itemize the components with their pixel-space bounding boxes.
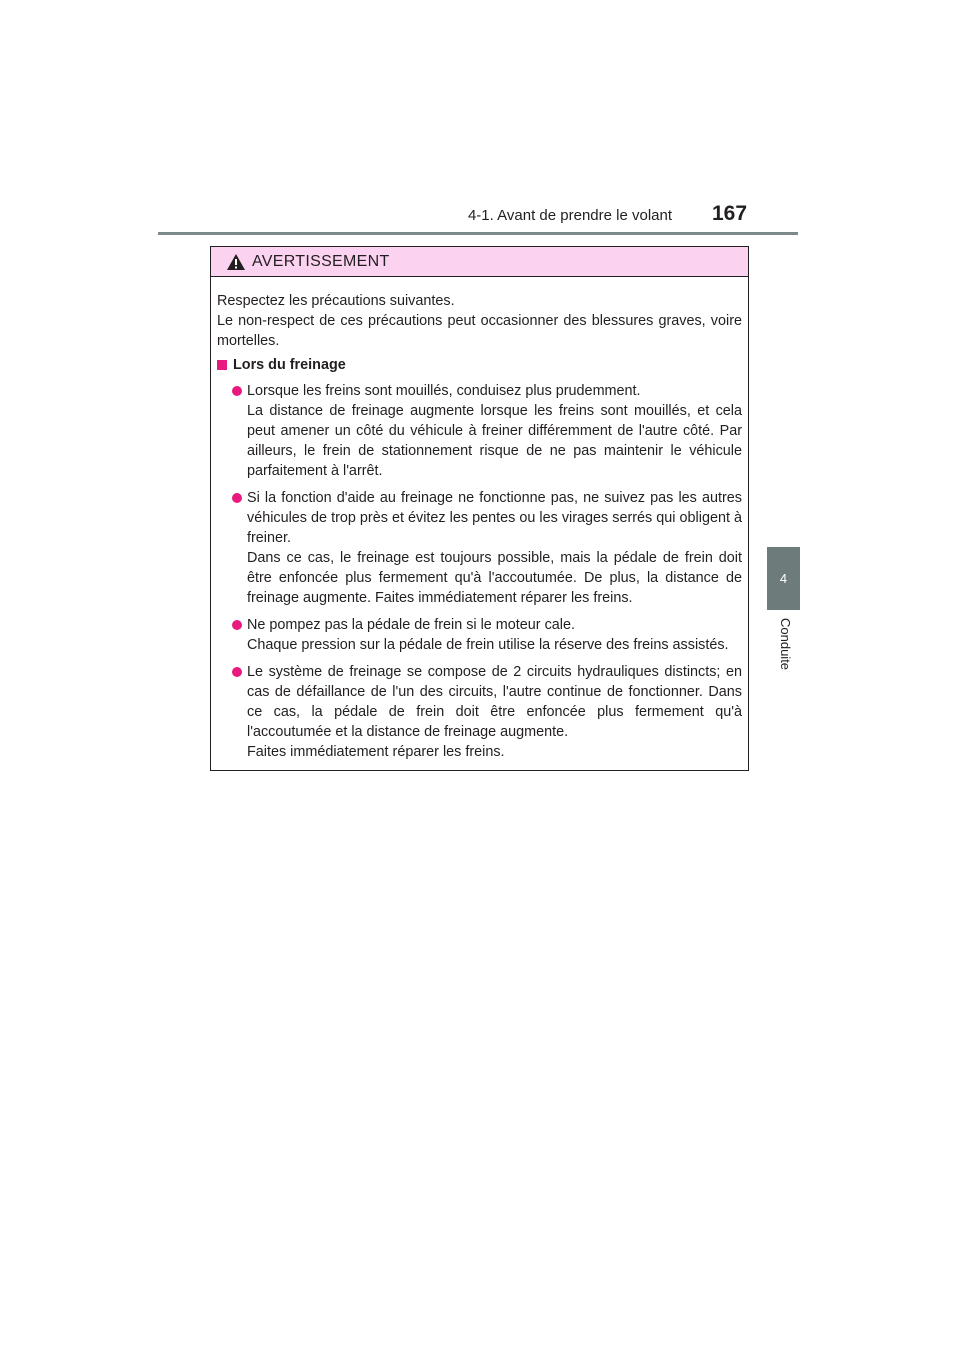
page-number: 167 — [712, 202, 748, 225]
round-bullet-icon — [232, 667, 242, 677]
chapter-number: 4 — [779, 571, 788, 586]
list-item — [217, 381, 742, 481]
list-item — [217, 488, 742, 608]
square-bullet-icon — [217, 360, 227, 370]
round-bullet-icon — [232, 493, 242, 503]
list-item-text: Lorsque les freins sont mouillés, conduisez plus prudemment. La distance de freinage augmente lorsque les freins sont mouillés, et cela peut amener un côté du véhicule à freiner différemment de l'autre côté. Par ailleurs, le frein de stationnement risque de ne pas maintenir le véhicule parfaitement à l'arrêt. — [247, 383, 742, 479]
list-item-text: Ne pompez pas la pédale de frein si le moteur cale. Chaque pression sur la pédale de frein utilise la réserve des freins assistés. — [247, 617, 729, 653]
list-item-text: Le système de freinage se compose de 2 circuits hydrauliques distincts; en cas de défaillance de l'un des circuits, l'autre continue de fonctionner. Dans ce cas, la pédale de frein doit être enfoncée plus fermement qu'à l'accoutumée et la distance de freinage augmente. Faites immédiatement réparer les freins. — [247, 664, 742, 760]
chapter-label: Conduite — [778, 618, 793, 671]
list-item — [217, 662, 742, 762]
warning-title: AVERTISSEMENT — [252, 252, 390, 270]
chapter-tab — [767, 547, 800, 610]
warning-box — [210, 246, 749, 771]
list-item-text: Si la fonction d'aide au freinage ne fonctionne pas, ne suivez pas les autres véhicules de trop près et évitez les pentes ou les virages serrés qui obligent à freiner. Dans ce cas, le freinage est toujours possible, mais la pédale de frein doit être enfoncée plus fermement qu'à l'accoutumée. De plus, la distance de freinage augmente. Faites immédiatement réparer les freins. — [247, 490, 742, 606]
warning-triangle-icon — [226, 253, 246, 271]
round-bullet-icon — [232, 620, 242, 630]
warning-intro: Respectez les précautions suivantes. Le non-respect de ces précautions peut occasionner des blessures graves, voire mortelles. — [217, 293, 742, 349]
warning-body — [211, 277, 748, 762]
section-heading — [217, 355, 742, 375]
list-item — [217, 615, 742, 655]
round-bullet-icon — [232, 386, 242, 396]
header-divider — [158, 232, 798, 235]
section-title: 4-1. Avant de prendre le volant — [467, 207, 672, 224]
section-heading-text: Lors du freinage — [233, 357, 346, 373]
warning-header — [211, 247, 748, 277]
